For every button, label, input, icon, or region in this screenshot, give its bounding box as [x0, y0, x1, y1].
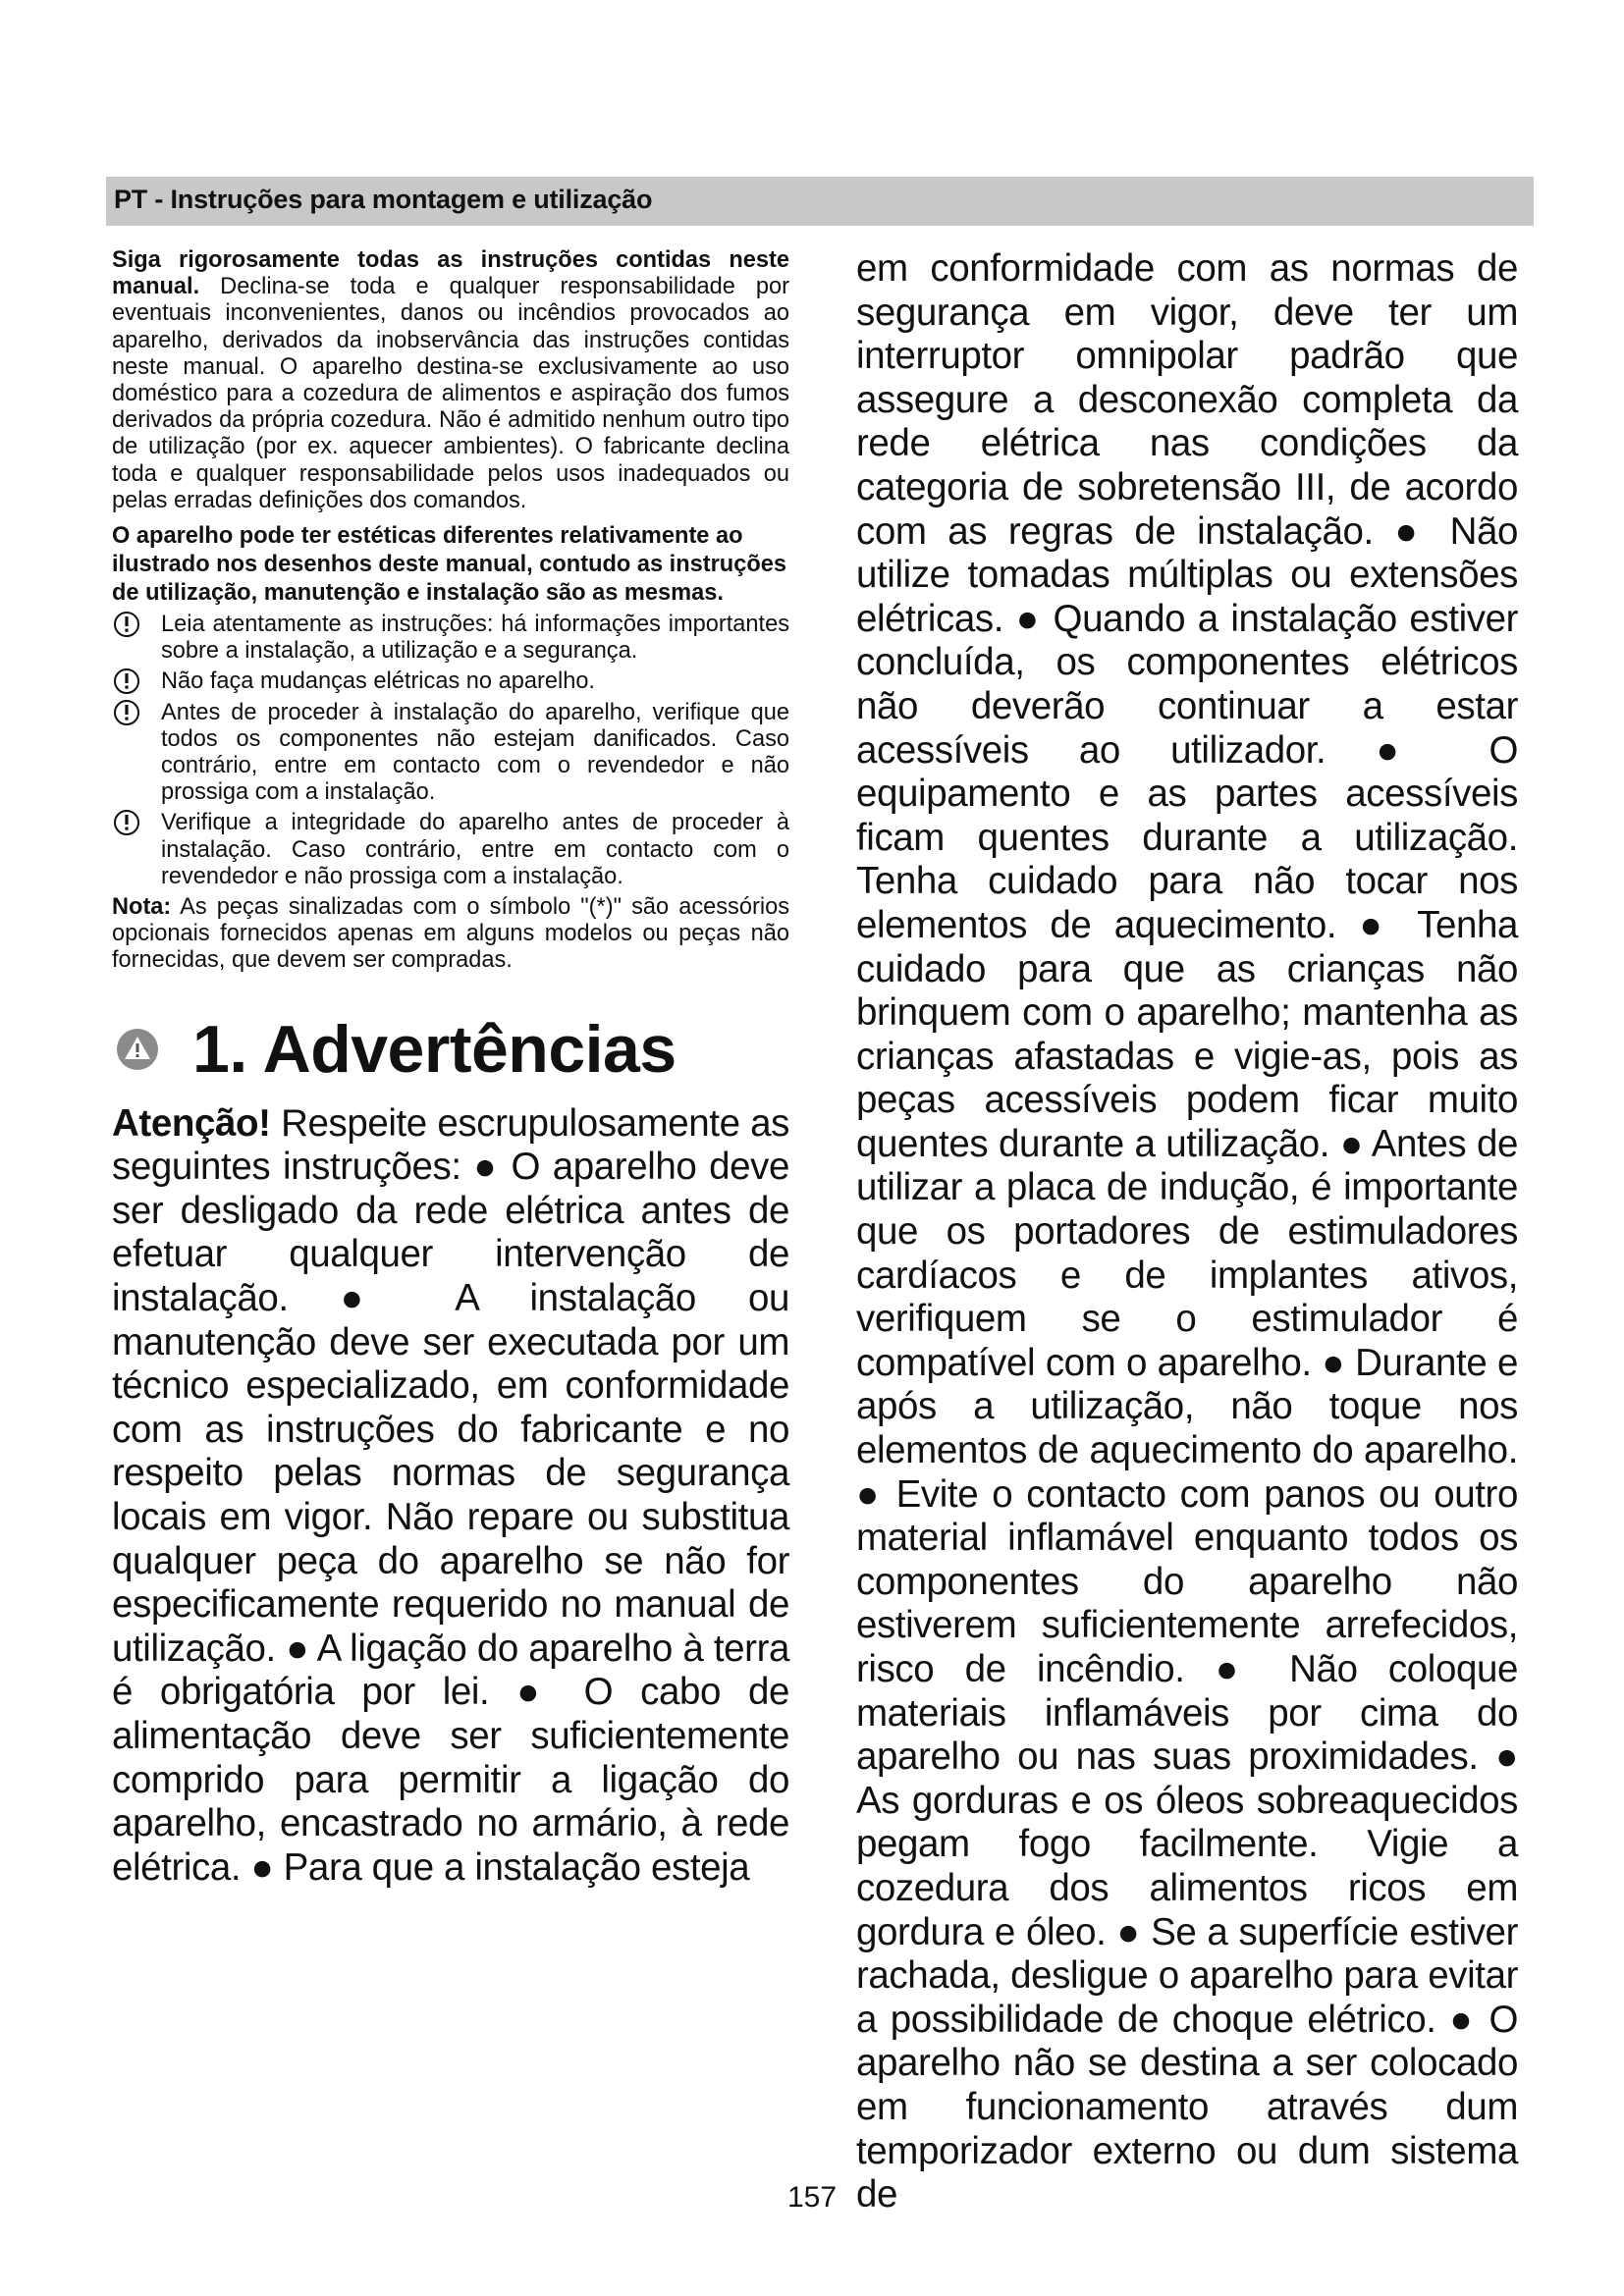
warning-item — [112, 810, 789, 890]
warning-circle-icon — [112, 667, 141, 696]
note-label: Nota: — [112, 894, 172, 921]
warning-text: Leia atentamente as instruções: há informações importantes sobre a instalação, a utilização e a segurança. — [161, 612, 789, 665]
page-number: 157 — [786, 2181, 838, 2214]
header-title: PT - Instruções para montagem e utilização — [114, 185, 653, 214]
note-text: As peças sinalizadas com o símbolo "(*)" são acessórios opcionais fornecidos apenas em alguns modelos ou peças não fornecidas, que devem ser compradas. — [112, 894, 789, 974]
warning-text: Verifique a integridade do aparelho antes de proceder à instalação. Caso contrário, entre em contacto com o revendedor e não prossiga com a instalação. — [161, 810, 789, 889]
warning-triangle-icon — [116, 1028, 159, 1071]
warning-item — [112, 668, 789, 695]
section-lead: Atenção! — [112, 1101, 271, 1145]
intro-text: Declina-se toda e qualquer responsabilidade por eventuais inconvenientes, danos ou incêndios provocados ao aparelho, derivados da inobservância das instruções contidas neste manual. O aparelho destina-se exclusivamente ao uso doméstico para a cozedura de alimentos e aspiração dos fumos derivados da própria cozedura. Não é admitido nenhum outro tipo de utilização (por ex. aquecer ambientes). O fabricante declina toda e qualquer responsabilidade pelos usos inadequados ou pelas erradas definições dos comandos. — [112, 274, 789, 513]
header-bar — [106, 177, 1534, 226]
note-paragraph — [112, 894, 789, 975]
warning-text: Antes de proceder à instalação do aparelho, verifique que todos os componentes não estejam danificados. Caso contrário, entre em contacto com o revendedor e não prossiga com a instalação. — [161, 699, 789, 806]
left-column — [112, 247, 789, 1890]
warning-circle-icon — [112, 808, 141, 837]
warning-item — [112, 612, 789, 665]
section-body-left — [112, 1102, 789, 1891]
section-heading — [112, 1010, 789, 1089]
intro-bold-lead: Siga rigorosamente todas as instruções contidas neste manual. — [112, 247, 789, 300]
warning-item — [112, 700, 789, 807]
intro-paragraph — [112, 247, 789, 514]
right-column — [856, 247, 1518, 2217]
bold-paragraph: O aparelho pode ter estéticas diferentes relativamente ao ilustrado nos desenhos deste manual, contudo as instruções de utilização, manutenção e instalação são as mesmas. — [112, 523, 786, 607]
warning-text: Não faça mudanças elétricas no aparelho. — [161, 668, 595, 695]
section-left-text: Respeite escrupulosamente as seguintes instruções: ● O aparelho deve ser desligado da rede elétrica antes de efetuar qualquer intervenção de instalação. ● A instalação ou manutenção deve ser executada por um técnico especializado, em conformidade com as instruções do fabricante e no respeito pelas normas de segurança locais em vigor. Não repare ou substitua qualquer peça do aparelho se não for especificamente requerido no manual de utilização. ● A ligação do aparelho à terra é obrigatória por lei. ● O cabo de alimentação deve ser suficientemente comprido para permitir a ligação do aparelho, encastrado no armário, à rede elétrica. ● Para que a instalação esteja — [112, 1101, 789, 1889]
warning-circle-icon — [112, 610, 141, 639]
section-body-right: em conformidade com as normas de segurança em vigor, deve ter um interruptor omnipolar padrão que assegure a desconexão completa da rede elétrica nas condições da categoria de sobretensão III, de acordo com as regras de instalação. ● Não utilize tomadas múltiplas ou extensões elétricas. ● Quando a instalação estiver concluída, os componentes elétricos não deverão continuar a estar acessíveis ao utilizador. ● O equipamento e as partes acessíveis ficam quentes durante a utilização. Tenha cuidado para não tocar nos elementos de aquecimento. ● Tenha cuidado para que as crianças não brinquem com o aparelho; mantenha as crianças afastadas e vigie-as, pois as peças acessíveis podem ficar muito quentes durante a utilização. ● Antes de utilizar a placa de indução, é importante que os portadores de estimuladores cardíacos e de implantes ativos, verifiquem se o estimulador é compatível com o aparelho. ● Durante e após a utilização, não toque nos elementos de aquecimento do aparelho. ● Evite o contacto com panos ou outro material inflamável enquanto todos os componentes do aparelho não estiverem suficientemente arrefecidos, risco de incêndio. ● Não coloque materiais inflamáveis por cima do aparelho ou nas suas proximidades. ● As gorduras e os óleos sobreaquecidos pegam fogo facilmente. Vigie a cozedura dos alimentos ricos em gordura e óleo. ● Se a superfície estiver rachada, desligue o aparelho para evitar a possibilidade de choque elétrico. ● O aparelho não se destina a ser colocado em funcionamento através dum temporizador externo ou dum sistema de — [856, 247, 1518, 2216]
section-title: 1. Advertências — [192, 1011, 677, 1087]
warning-circle-icon — [112, 698, 141, 727]
